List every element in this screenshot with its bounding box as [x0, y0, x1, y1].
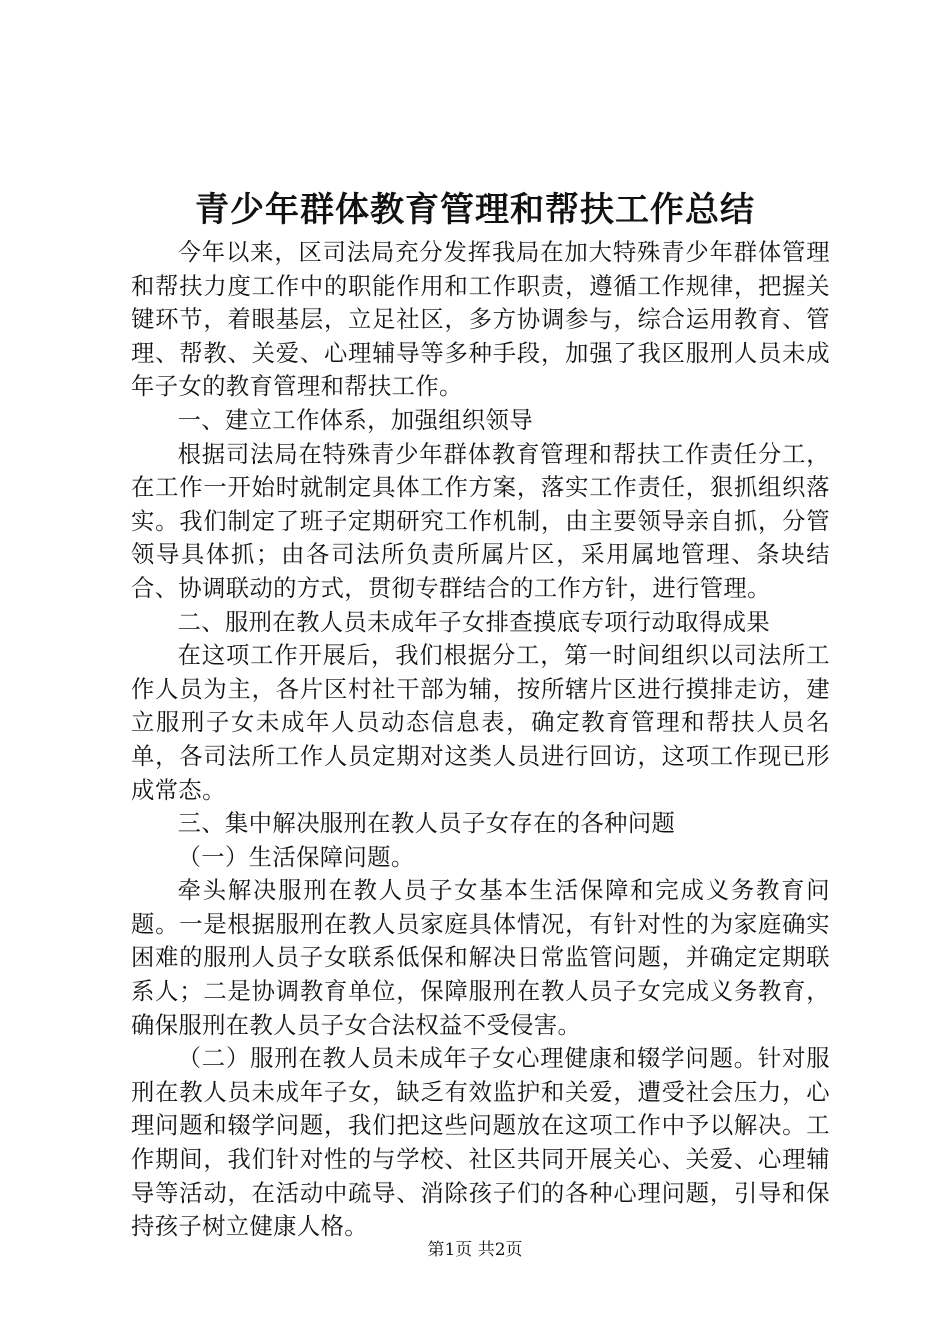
page-title: 青少年群体教育管理和帮扶工作总结: [195, 190, 755, 230]
section-heading-1: 一、建立工作体系，加强组织领导: [177, 406, 534, 434]
section-heading-2: 二、服刑在教人员未成年子女排查摸底专项行动取得成果: [177, 608, 771, 636]
subsection-paragraph-2: （二）服刑在教人员未成年子女心理健康和辍学问题。针对服刑在教人员未成年子女，缺乏有效监护和关爱，遭受社会压力，心理问题和辍学问题，我们把这些问题放在这项工作中予以解决。工作期间，我们针对性的与学校、社区共同开展关心、关爱、心理辅导等活动，在活动中疏导、消除孩子们的各种心理问题，引导和保持孩子树立健康人格。: [131, 1045, 830, 1241]
intro-paragraph: 今年以来，区司法局充分发挥我局在加大特殊青少年群体管理和帮扶力度工作中的职能作用和工作职责，遵循工作规律，把握关键环节，着眼基层，立足社区，多方协调参与，综合运用教育、管理、帮教、关爱、心理辅导等多种手段，加强了我区服刑人员未成年子女的教育管理和帮扶工作。: [131, 239, 830, 401]
page-footer: 第1页 共2页: [427, 1240, 523, 1260]
section-paragraph-1: 根据司法局在特殊青少年群体教育管理和帮扶工作责任分工，在工作一开始时就制定具体工作方案，落实工作责任，狠抓组织落实。我们制定了班子定期研究工作机制，由主要领导亲自抓，分管领导具体抓；由各司法所负责所属片区，采用属地管理、条块结合、协调联动的方式，贯彻专群结合的工作方针，进行管理。: [131, 440, 830, 602]
section-heading-3: 三、集中解决服刑在教人员子女存在的各种问题: [177, 810, 676, 838]
document-body: [131, 236, 830, 1244]
subsection-heading-1: （一）生活保障问题。: [177, 843, 415, 871]
subsection-paragraph-1: 牵头解决服刑在教人员子女基本生活保障和完成义务教育问题。一是根据服刑在教人员家庭具体情况，有针对性的为家庭确实困难的服刑人员子女联系低保和解决日常监管问题，并确定定期联系人；二是协调教育单位，保障服刑在教人员子女完成义务教育，确保服刑在教人员子女合法权益不受侵害。: [131, 877, 830, 1039]
section-paragraph-2: 在这项工作开展后，我们根据分工，第一时间组织以司法所工作人员为主，各片区村社干部为辅，按所辖片区进行摸排走访，建立服刑子女未成年人员动态信息表，确定教育管理和帮扶人员名单，各司法所工作人员定期对这类人员进行回访，这项工作现已形成常态。: [131, 642, 830, 804]
